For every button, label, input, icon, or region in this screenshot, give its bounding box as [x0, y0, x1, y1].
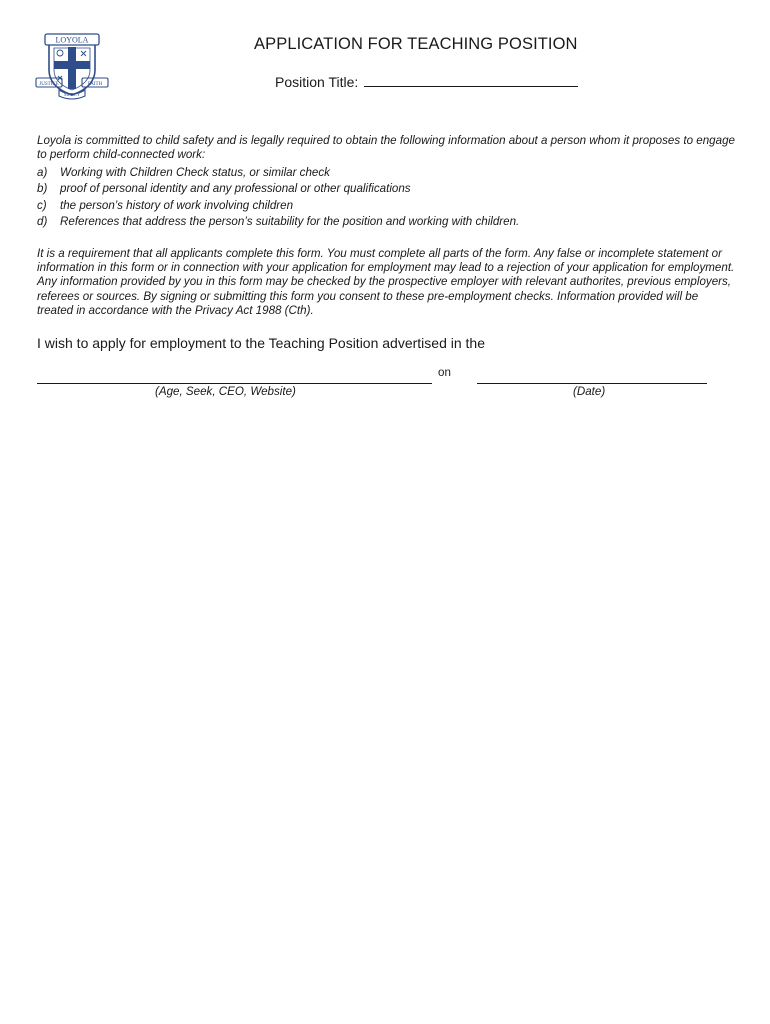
on-label: on — [438, 366, 451, 379]
apply-statement: I wish to apply for employment to the Teaching Position advertised in the — [37, 335, 485, 351]
list-item: d) References that address the person’s suitability for the position and working with children. — [37, 214, 520, 228]
date-hint: (Date) — [573, 385, 606, 398]
crest-text-right: FAITH — [87, 82, 103, 87]
date-field[interactable] — [477, 383, 707, 384]
loyola-crest-logo — [34, 32, 110, 100]
required-info-list — [37, 165, 519, 230]
media-hint: (Age, Seek, CEO, Website) — [155, 385, 296, 398]
list-item: a) Working with Children Check status, or similar check — [37, 166, 330, 179]
advertised-media-field[interactable] — [37, 383, 432, 384]
crest-text-bottom: MERCY — [63, 92, 81, 97]
page-title: APPLICATION FOR TEACHING POSITION — [254, 35, 578, 53]
list-item: c) the person’s history of work involving children — [37, 198, 294, 212]
requirement-paragraph: It is a requirement that all applicants complete this form. You must complete all parts of the form. Any false or incomplete statement or information in this form or in connection with your application for employment may lead to a rejection of your application for employment. Any information provided by you in this form may be checked by the prospective employer with relevant authorites, previous employers, referees or sources. By signing or submitting this form you consent to these pre-employment checks. Information provided will be treated in accordance with the Privacy Act 1988 (Cth). — [37, 247, 735, 317]
crest-cross-horizontal — [54, 61, 90, 69]
position-title-field[interactable] — [364, 72, 578, 87]
position-title-label: Position Title: — [275, 74, 359, 90]
crest-text-left: JUSTICE — [39, 82, 59, 87]
position-title-row — [275, 72, 578, 90]
list-item: b) proof of personal identity and any professional or other qualifications — [37, 182, 411, 196]
crest-text-top: LOYOLA — [55, 35, 89, 45]
child-safety-intro: Loyola is committed to child safety and is legally required to obtain the following information about a person whom it proposes to engage to perform child-connected work: — [37, 134, 735, 162]
